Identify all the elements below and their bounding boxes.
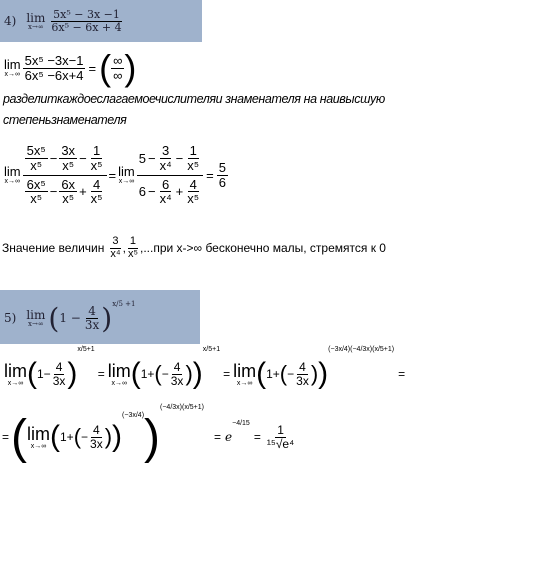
note-prefix: Значение величин [2,241,105,255]
step2-equals-2: = [206,167,214,183]
step3-exp-b: x/5+1 [202,346,221,353]
step4-exp-inner: (−3x/4) [122,412,145,419]
step3-lim-b: lim x→∞ [107,360,131,387]
step2-lim: lim x→∞ [4,164,21,185]
step2-big-fraction: $\frac{\text{5x⁵}}{\text{x⁵}}$ − $\frac{3x}{\text{x⁵}}$ − $\frac{1}{\text{x⁵}}$ $\frac{\text{6x⁵}}{\text{x⁵}}$ − $\frac{6x}{\text{x⁵}}$ + $\frac{4}{\text{x⁵}}$ [23,144,107,206]
task5-formula: 5) lim x→∞ ( 1 − $\frac{4}{3x}$ ) x/5 +1 [4,300,136,335]
note-line: Значение величин $\frac{3}{\text{x⁴}}$ , $\frac{1}{\text{x⁵}}$ ,...при x->∞ бесконечно малы, стремятся к 0 [2,234,386,260]
instruction-line1: разделиткаждоеслагаемоечислителяи знаменателя на наивысшую [3,92,385,106]
task5-exponent: x/5 +1 [112,300,136,308]
task4-fraction: $\frac{\text{5x⁵ − 3x −1}}{\text{6x⁵ − 6x + 4}}$ [51,7,122,34]
step4-exp-outer: (−4/3x)(x/5+1) [160,404,204,411]
note-frac1: $\frac{3}{\text{x⁴}}$ [110,234,121,260]
task4-formula [4,4,124,38]
step3-lim-c: lim x→∞ [233,360,257,387]
task5-fraction: $\frac{4}{3x}$ [84,303,100,332]
step3-lim-a: lim x→∞ [4,360,27,387]
step3-formula: lim x→∞ ( 1− $\frac{4}{3x}$ ) x/5+1 = lim x→∞ ( 1+ ( − $\frac{4}{3x}$ ) ) x/5+1 = lim x→∞ ( 1+ ( − $\frac{4}{3x}$ ) ) (−3x/4)(−4/3x)(x/5+1) = [4,346,406,390]
note-frac2: $\frac{1}{\text{x⁵}}$ [127,234,138,260]
step4-result: $\frac{1}{\text{¹⁵√e⁴}}$ [266,422,295,451]
instruction-line2: степеньзнаменателя [3,113,127,127]
task5-lim: lim x→∞ [26,307,46,328]
task4-label: 4) [4,14,17,28]
step1-lim: lim x→∞ [4,57,21,78]
task5-label: 5) [4,311,17,325]
step4-e-exponent: −4/15 [232,420,250,427]
step4-e: e [225,430,233,444]
step4-formula: = ( lim x→∞ ( 1+ ( − $\frac{4}{3x}$ ) ) (−3x/4) ) (−4/3x)(x/5+1) = e −4/15 = $\frac{1}{\text{¹⁵√e⁴}}$ [2,404,295,464]
step3-exp-a: x/5+1 [77,346,95,353]
step3-exp-c: (−3x/4)(−4/3x)(x/5+1) [328,346,395,353]
step2-simplified-fraction: 5 − $\frac{3}{\text{x⁴}}$ − $\frac{1}{\text{x⁵}}$ 6 − $\frac{6}{\text{x⁴}}$ + $\frac{4}{\text{x⁵}}$ [137,144,203,206]
step1-indeterminate: $\frac{\infty}{\infty}$ [113,52,123,83]
step2-result: $\frac{5}{6}$ [218,159,226,190]
step2-formula [4,132,228,218]
step1-formula: lim x→∞ $\frac{\text{5x⁵ −3x−1}}{\text{6x⁵ −6x+4}}$ = ( $\frac{\infty}{\infty}$ ) [4,47,137,88]
step2-equals-1: = [108,167,117,183]
step1-fraction: $\frac{\text{5x⁵ −3x−1}}{\text{6x⁵ −6x+4}}$ [24,52,84,83]
note-suffix: ,...при x->∞ бесконечно малы, стремятся к 0 [140,241,386,255]
step2-lim2: lim x→∞ [118,164,135,185]
task4-lim: lim x→∞ [26,10,46,31]
step4-lim: lim x→∞ [27,423,50,450]
step1-equals: = [88,60,97,76]
